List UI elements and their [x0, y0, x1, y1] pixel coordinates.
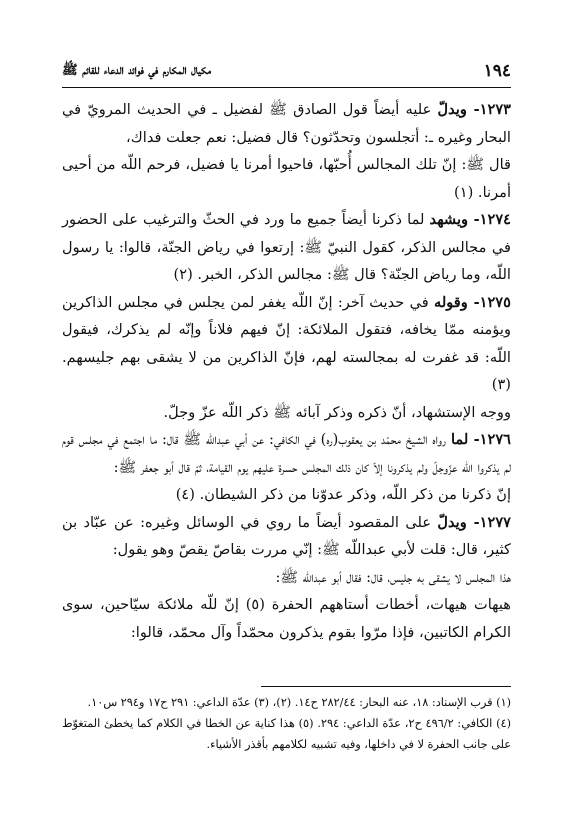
- paragraph-number: ١٢٧٣- ويدلّ: [437, 101, 512, 118]
- paragraph-1275: [62, 289, 511, 399]
- paragraph-text: لما ذكرنا أيضاً جميع ما ورد في الحثّ والترغيب على الحضور في مجالس الذكر، كقول النبيّ ﷺ: إرتعوا في رياض الجنّة، قالوا: يا رسول اللّه، وما رياض الجنّة؟ قال ﷺ: مجالس الذكر، الخبر. (٢): [62, 211, 511, 283]
- paragraph-text: على المقصود أيضاً ما روي في الوسائل وغيره: عن عبّاد بن كثير، قال: قلت لأبي عبداللّه ﷺ: إنّي مررت بقاصّ يقصّ وهو يقول:: [62, 513, 511, 558]
- paragraph-text: ووجه الإستشهاد، أنّ ذكره وذكر آبائه ﷺ ذكر اللّه عزّ وجلّ.: [163, 403, 511, 421]
- paragraph-continuation: [62, 564, 511, 592]
- paragraph-text: هذا المجلس لا يشقى به جليس، قال: فقال أبو عبداللّه ﷺ:: [275, 568, 511, 586]
- paragraph-number: ١٢٧٧- ويدلّ: [437, 513, 511, 531]
- paragraph-1276: [62, 426, 511, 481]
- paragraph-text: في حديث آخر: إنّ اللّه يغفر لمن يجلس في مجلس الذاكرين ويؤمنه ممّا يخافه، فتقول الملائكة: إنّ فيهم فلاناً وإنّه لم يذكرك، فيقول اللّه: قد غفرت له بمجالسته لهم، فإنّ الذاكرين من لا يشقى بهم جليسهم. (٣): [62, 293, 511, 393]
- paragraph-number: ١٢٧٥- وقوله: [434, 293, 511, 311]
- header-rule: [62, 87, 511, 88]
- paragraph-1277: [62, 509, 511, 564]
- paragraph-continuation: [62, 481, 511, 509]
- paragraph-number: ١٢٧٦- لما: [450, 431, 512, 448]
- footnotes: [62, 692, 511, 755]
- paragraph-continuation: [62, 399, 511, 427]
- running-title: مكيال المكارم في فوائد الدعاء للقائم ﷺ: [62, 62, 212, 78]
- main-text: [62, 96, 511, 646]
- paragraph-continuation: [62, 151, 511, 206]
- paragraph-continuation: [62, 591, 511, 646]
- paragraph-text: رواه الشيخ محمّد بن يعقوب(ره) في الكافي: عن أبي عبداللّه ﷺ قال: ما اجتمع في مجلس قوم لم يذكروا اللّه عزّوجلّ ولم يذكرونا إلاّ كان ذلك المجلس حسرة عليهم يوم القيامة، ثمّ قال أبو جعفر ﷺ:: [62, 431, 511, 476]
- paragraph-text: إنّ ذكرنا من ذكر اللّه، وذكر عدوّنا من ذكر الشيطان. (٤): [175, 486, 511, 503]
- paragraph-text: قال ﷺ: إنّ تلك المجالس أُحبّها، فاحيوا أمرنا يا فضيل، فرحم اللّه من أحيى أمرنا. (١): [62, 156, 511, 201]
- paragraph-1273: [62, 96, 511, 151]
- page-number: ١٩٤: [483, 61, 511, 81]
- paragraph-number: ١٢٧٤- ويشهد: [429, 211, 511, 228]
- paragraph-1274: [62, 206, 511, 289]
- paragraph-text: عليه أيضاً قول الصادق ﷺ لفضيل ـ في الحديث المرويّ في البحار وغيره ـ: أتجلسون وتحدّثون؟ قال فضيل: نعم جعلت فداك،: [62, 101, 511, 146]
- footnote-line: (١) قرب الإسناد: ١٨، عنه البحار: ٢٨٢/٤٤ ح١٤. (٢)، (٣) عدّة الداعي: ٢٩١ ح١٧ و٢٩٤ س١٠.: [87, 696, 511, 709]
- footnote-line: (٤) الكافي: ٤٩٦/٢ ح٢، عدّة الداعي: ٢٩٤. (٥) هذا كناية عن الخطا في الكلام كما يخطئ المتغوّط على جانب الحفرة لا في داخلها، وفيه تشبيه لكلامهم بأقذر الأشياء.: [62, 717, 511, 751]
- page-header: [62, 58, 511, 84]
- footnote-rule: [261, 686, 511, 687]
- paragraph-text: هيهات هيهات، أخطات أستاههم الحفرة (٥) إنّ للّه ملائكة سيّاحين، سوى الكرام الكاتبين، فإذا مرّوا بقوم يذكرون محمّداً وآل محمّد، قالوا:: [62, 596, 511, 641]
